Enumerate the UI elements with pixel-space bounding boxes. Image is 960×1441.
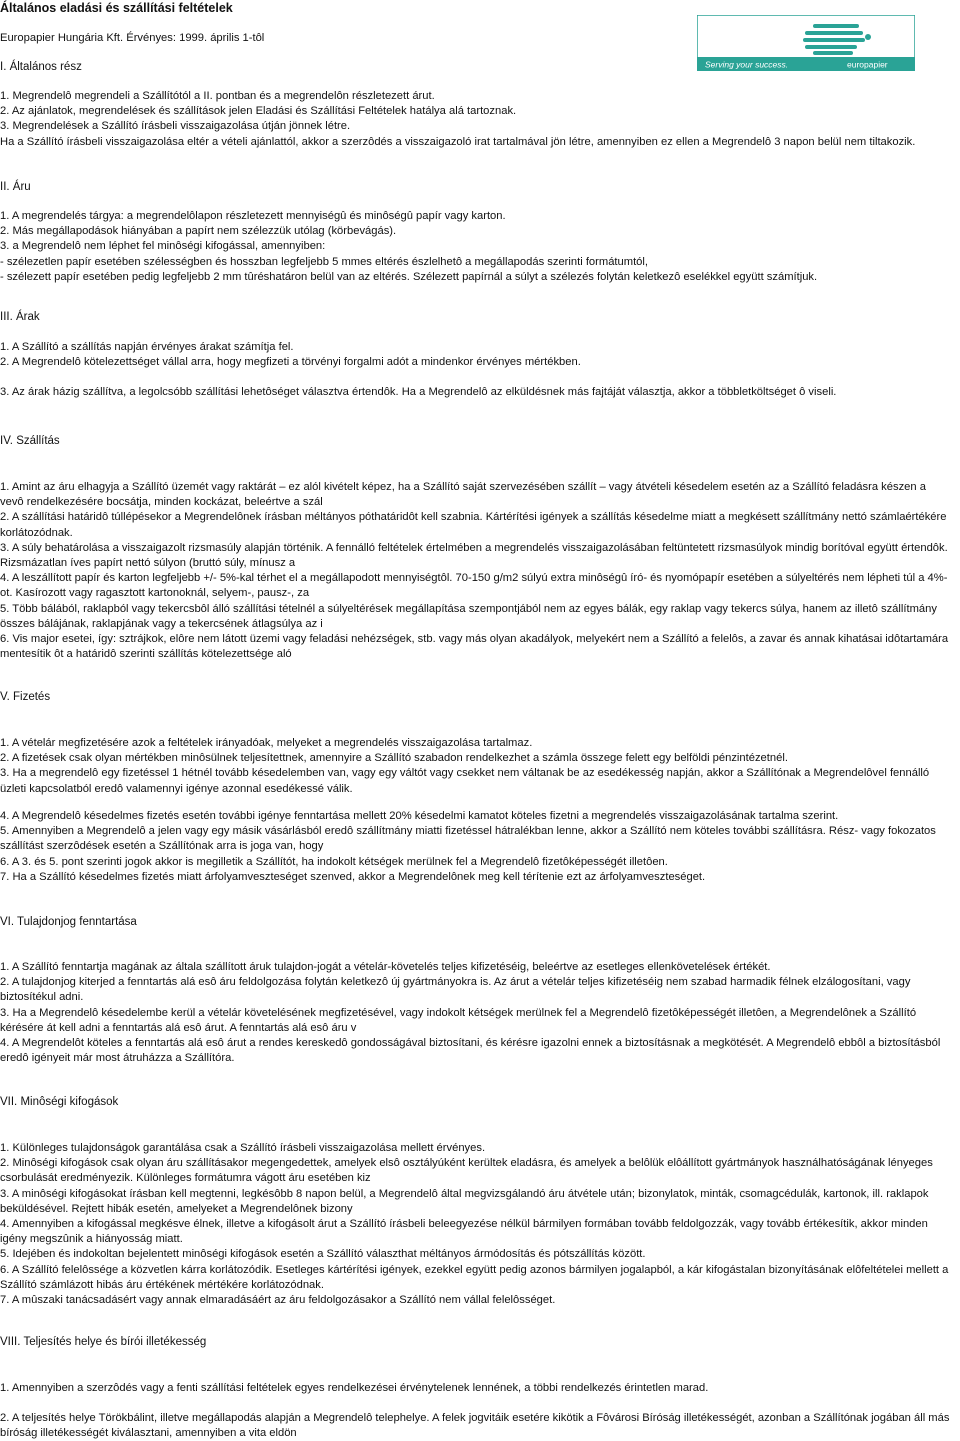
list-item: 5. Idejében és indokoltan bejelentett minôségi kifogások esetén a Szállító választhat méltányos ármódosítás és pótszállítás között. bbox=[0, 1248, 646, 1261]
logo-slogan: Serving your success. bbox=[705, 59, 789, 70]
list-item: 3. a Megrendelô nem léphet fel minôségi kifogással, amennyiben: bbox=[0, 240, 326, 253]
list-item: 1. Amint az áru elhagyja a Szállító üzemét vagy raktárát – ez alól kivételt képez, ha a Szállító saját szervezésében szállít – vagy átvételi késedelem esetén az a Szállító feladásra készen a vevô rendelkezésére bocsátja, minden kockázat, beleértve a szál bbox=[0, 481, 926, 509]
list-item: 1. Amennyiben a szerzôdés vagy a fenti szállítási feltételek egyes rendelkezései érvénytelenek lennének, a többi rendelkezés érintetlen marad. bbox=[0, 1382, 709, 1394]
list-item: 1. A megrendelés tárgya: a megrendelôlapon részletezett mennyiségû és minôségû papír vagy karton. bbox=[0, 210, 506, 222]
section-IV-body bbox=[0, 480, 950, 662]
list-item: 6. Vis major esetei, így: sztrájkok, elôre nem látott üzemi vagy feladási nehézségek, stb. vagy más olyan akadályok, melyekért nem a Szállító a felelôs, a zavar és annak kihatásai idôtartamára mentesítik ôt a határidô szerinti szállítás kötelezettsége aló bbox=[0, 633, 949, 661]
list-item: 4. A Megrendelôt köteles a fenntartás alá esô árut a rendes kereskedô gondosságával biztosítani, és kérésre igazolni ennek a biztosításnak a megkötését. A Megrendelô ebbôl a biztosításból eredô igényeit már most átruházza a Szállítóra. bbox=[0, 1037, 941, 1065]
list-item: 6. A Szállító felelôssége a közvetlen kárra korlátozódik. Esetleges kártérítési igények, ezekkel együtt pedig azonos bármilyen jogalapból, a kár kifogástalan bizonyításának elôfeltételei mellett a Szállító számlázott hibás áru értékének mértékére korlátozódnak. bbox=[0, 1263, 949, 1291]
list-item: 3. Az árak házig szállítva, a legolcsóbb szállítási lehetôséget választva értendôk. Ha a Megrendelô az elküldésnek más fajtáját választja, akkor a többletköltséget ô viseli. bbox=[0, 386, 837, 398]
section-VIII-body-cont bbox=[0, 1411, 950, 1441]
list-item: 3. A súly behatárolása a visszaigazolt rizsmasúly alapján történik. A fennálló feltételek értelmében a megrendelés visszaigazolásában feltüntetett rizsmasúlyok mindig borítóval együtt értendôk. Rizsmázatlan íves papírt nettó súlyon (bruttó súly, mínusz a bbox=[0, 541, 948, 570]
section-V-body-cont bbox=[0, 809, 950, 885]
list-item: 4. A leszállított papír és karton legfeljebb +/- 5%-kal térhet el a megállapodott mennyiségtôl. 70-150 g/m2 súlyú extra minôségû író- és nyomópapír esetében a súlyeltérés nem lépheti túl a 4%-ot. Kasírozott vagy ragasztott kartonoknál, selyem-, pausz-, za bbox=[0, 572, 948, 600]
list-item: 2. Más megállapodások hiányában a papírt nem szélezzük utólag (körbevágás). bbox=[0, 225, 397, 238]
section-heading-IV: IV. Szállítás bbox=[0, 435, 60, 447]
list-item: - szélezett papír esetében pedig legfeljebb 2 mm tûréshatáron belül van az eltérés. Szélezett papírnál a súlyt a szélezés folytán keletkezô eselékkel együtt számítjuk. bbox=[0, 270, 818, 283]
list-item: 2. A szállítási határidô túllépésekor a Megrendelônek írásban méltányos póthatáridôt kell szabnia. Kártérítési igények a szállítás késedelme miatt a megkésett szállítmány nettó számlaértékére korlátozódnak. bbox=[0, 511, 947, 539]
list-item: 1. A vételár megfizetésére azok a feltételek irányadóak, melyeket a megrendelés visszaigazolása tartalmaz. bbox=[0, 737, 533, 749]
list-item: 3. Ha a megrendelô egy fizetéssel 1 hétnél tovább késedelemben van, vagy egy váltót vagy csekket nem váltanak be az esedékesség napján, akkor a Szállítónak a Megrendelôvel fennálló üzleti kapcsolatból eredô valamennyi igénye azonnal esedékessé válik. bbox=[0, 767, 930, 795]
list-item: 7. Ha a Szállító késedelmes fizetés miatt árfolyamveszteséget szenved, akkor a Megrendelônek meg kell térítenie ezt az árfolyamveszteséget. bbox=[0, 870, 706, 883]
section-heading-V: V. Fizetés bbox=[0, 691, 51, 703]
section-VI-body bbox=[0, 960, 950, 1066]
list-item: 1. A Szállító fenntartja magának az általa szállított áruk tulajdon-jogát a vételár-követelés teljes kifizetéséig, beleértve az esetleges ellenkövetelések értékét. bbox=[0, 961, 771, 973]
list-item: 2. A fizetések csak olyan mértékben minôsülnek teljesítettnek, amennyire a Szállító szabadon rendelkezhet a számla összege felett egy belföldi pénzintézetnél. bbox=[0, 752, 788, 765]
section-V-body bbox=[0, 736, 950, 797]
list-item: 1. Megrendelô megrendeli a Szállítótól a II. pontban és a megrendelôn részletezett árut. bbox=[0, 90, 435, 102]
list-item: 2. A Megrendelô kötelezettséget vállal arra, hogy megfizeti a törvényi forgalmi adót a mindenkor érvényes mértékben. bbox=[0, 356, 581, 369]
list-item: 3. Megrendelések a Szállító írásbeli visszaigazolása útján jönnek létre. bbox=[0, 120, 351, 133]
logo-brand: europapier bbox=[847, 59, 888, 70]
section-heading-VIII: VIII. Teljesítés helye és bírói illetékesség bbox=[0, 1336, 207, 1348]
list-item: 3. A minôségi kifogásokat írásban kell megtenni, legkésôbb 8 napon belül, a Megrendelô által megvizsgálandó áru átvétele után; bizonylatok, minták, csomagcédulák, kartonok, ill. raklapok beküldésével. Rejtett hibák esetén, amelyeket a Megrendelônek bizony bbox=[0, 1187, 929, 1215]
section-VII-body bbox=[0, 1141, 950, 1308]
document-title: Általános eladási és szállítási feltételek bbox=[0, 1, 233, 15]
europapier-logo bbox=[697, 15, 915, 71]
list-item: 2. A tulajdonjog kiterjed a fenntartás alá esô áru feldolgozása folytán keletkezô új gyártmányokra is. Az árut a vételár teljes kifizetéséig nem szabad harmadik félnek elzálogosítani, vagy biztosítékul adni. bbox=[0, 976, 911, 1004]
section-heading-VI: VI. Tulajdonjog fenntartása bbox=[0, 916, 137, 928]
company-validity-line: Europapier Hungária Kft. Érvényes: 1999. április 1-tôl bbox=[0, 32, 265, 44]
section-I-body bbox=[0, 89, 950, 150]
list-item: 4. A Megrendelô késedelmes fizetés esetén további igénye fenntartása mellett 20% késedelmi kamatot köteles fizetni a megrendelés visszaigazolásának tartalma szerint. bbox=[0, 810, 839, 822]
list-item: 2. Minôségi kifogások csak olyan áru szállításakor megengedettek, amelyek elsô osztályúként kerültek eladásra, és amelyek a belôlük elôállított gyártmányok használhatóságának lényeges csorbulását eredményezik. Különleges formátumra vágott áru esetében kiz bbox=[0, 1157, 933, 1185]
list-item: 5. Amennyiben a Megrendelô a jelen vagy egy másik vásárlásból eredô szállítmány miatti fizetéssel hátralékban lenne, akkor a Szállító nem köteles további szállításra. Rész- vagy fokozatos szállítást szerzôdések esetén a Szállítónak arra is joga van, hogy bbox=[0, 825, 936, 853]
list-item: 2. Az ajánlatok, megrendelések és szállítások jelen Eladási és Szállítási Feltételek hatálya alá tartoznak. bbox=[0, 105, 517, 118]
logo-graphic bbox=[697, 15, 915, 71]
section-III-body bbox=[0, 340, 950, 370]
list-item: - szélezetlen papír esetében szélességben és hosszban legfeljebb 5 mmes eltérés észlelhetô a megállapodás szerinti formátumtól, bbox=[0, 255, 648, 268]
section-III-body-cont bbox=[0, 385, 950, 400]
list-item: 5. Több bálából, raklapból vagy tekercsbôl álló szállítási tételnél a súlyeltérések megállapítása szempontjából nem az egyes bálák, egy raklap vagy tekercs súlya, hanem az illetô szállítmány összes bálájának, raklapjának vagy a tekercsének átlagsúlya az i bbox=[0, 602, 937, 630]
list-item: 4. Amennyiben a kifogással megkésve élnek, illetve a kifogásolt árut a Szállító írásbeli beleegyezése nélkül bármilyen formában tovább feldolgozzák, vagy tovább értékesítik, akkor minden igény megszûnik a hiányosság miatt. bbox=[0, 1218, 928, 1246]
list-item: 1. Különleges tulajdonságok garantálása csak a Szállító írásbeli visszaigazolása mellett érvényes. bbox=[0, 1142, 486, 1154]
section-heading-II: II. Áru bbox=[0, 181, 31, 193]
section-VIII-body bbox=[0, 1381, 950, 1396]
section-heading-III: III. Árak bbox=[0, 311, 40, 323]
list-item: 2. A teljesítés helye Törökbálint, illetve megállapodás alapján a Megrendelô telephelye. A felek jogvitáik esetére kikötik a Fôvárosi Bíróság illetékességét, azonban a Szállítónak jogában áll más bíróság illetékességét kiválasztani, amennyiben a vita eldön bbox=[0, 1412, 950, 1440]
list-item: 1. A Szállító a szállítás napján érvényes árakat számítja fel. bbox=[0, 341, 294, 353]
list-item: 7. A mûszaki tanácsadásért vagy annak elmaradásáért az áru feldolgozásakor a Szállító nem vállal felelôsséget. bbox=[0, 1294, 556, 1307]
section-heading-VII: VII. Minôségi kifogások bbox=[0, 1096, 119, 1108]
list-item: 3. Ha a Megrendelô késedelembe kerül a vételár követelésének megfizetésével, vagy indokolt kétségek merülnek fel a Megrendelô fizetôképességét illetôen, a Megrendelônek a Szállító kérésére át kell adni a fenntartás alá esô árut. A fenntartás alá esô áru v bbox=[0, 1006, 917, 1034]
list-item: 6. A 3. és 5. pont szerinti jogok akkor is megilletik a Szállítót, ha indokolt kétségek merülnek fel a Megrendelô fizetôképességét illetôen. bbox=[0, 855, 668, 868]
list-item: Ha a Szállító írásbeli visszaigazolása eltér a vételi ajánlattól, akkor a szerzôdés a visszaigazoló irat tartalmával jön létre, amennyiben ez ellen a Megrendelô 3 napon belül nem tiltakozik. bbox=[0, 135, 916, 148]
section-II-body bbox=[0, 209, 950, 285]
section-heading-I: I. Általános rész bbox=[0, 61, 82, 73]
